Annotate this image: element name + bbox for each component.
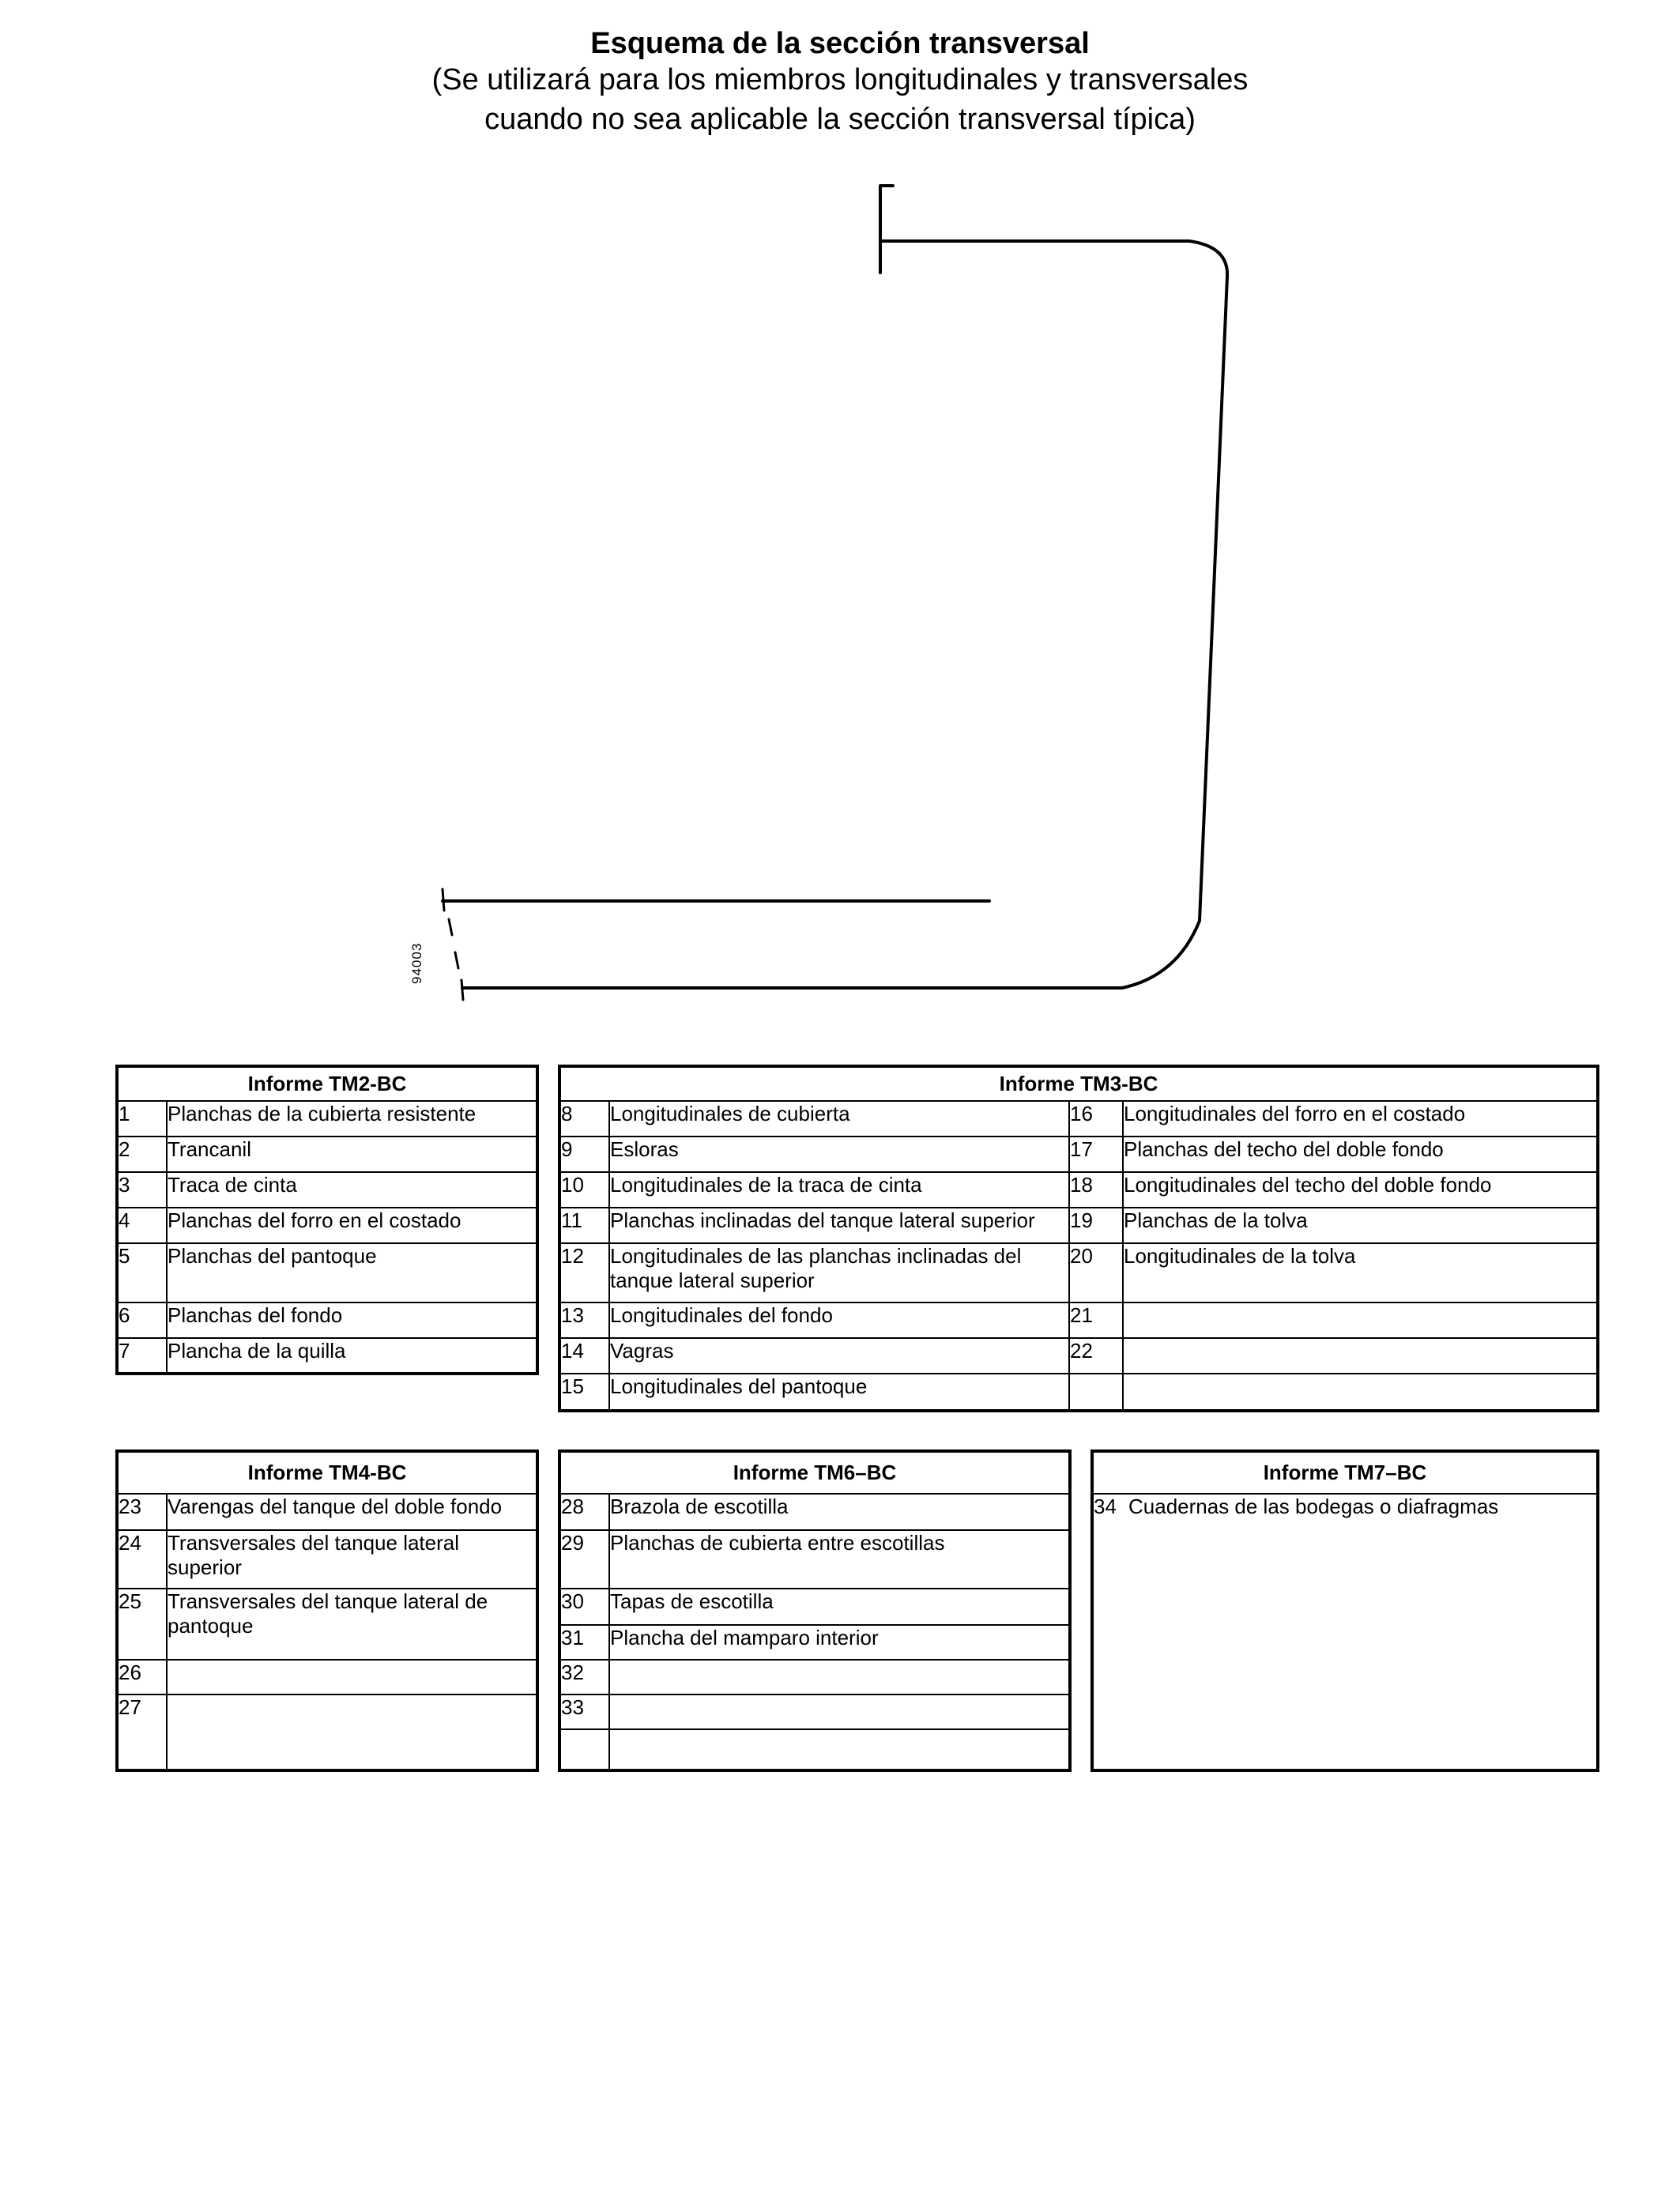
row-number: 34 bbox=[1094, 1495, 1117, 1518]
row-number bbox=[1069, 1374, 1123, 1411]
row-text: Transversales del tanque lateral de pantoque bbox=[167, 1589, 537, 1660]
table-row bbox=[559, 1660, 1070, 1695]
row-number: 33 bbox=[559, 1695, 609, 1729]
row-text bbox=[1123, 1338, 1598, 1374]
table-tm6 bbox=[558, 1449, 1072, 1772]
table-row bbox=[559, 1729, 1070, 1770]
row-text: Trancanil bbox=[167, 1137, 537, 1172]
table-tm4 bbox=[115, 1449, 539, 1772]
row-number: 28 bbox=[559, 1494, 609, 1530]
row-number: 1 bbox=[117, 1101, 167, 1137]
page-subtitle-line2: cuando no sea aplicable la sección transversal típica) bbox=[484, 103, 1196, 136]
row-text: Planchas del pantoque bbox=[167, 1243, 537, 1302]
table-row bbox=[117, 1338, 537, 1374]
row-text bbox=[167, 1695, 537, 1770]
deck-end-bar bbox=[880, 186, 893, 273]
row-text: Planchas de la cubierta resistente bbox=[167, 1101, 537, 1137]
table-row bbox=[117, 1589, 537, 1660]
table-row bbox=[559, 1243, 1598, 1302]
figure-label: 94003 bbox=[409, 942, 424, 984]
row-number: 30 bbox=[559, 1589, 609, 1625]
row-number: 22 bbox=[1069, 1338, 1123, 1374]
table-row bbox=[117, 1494, 537, 1530]
table-row bbox=[117, 1172, 537, 1208]
table-row bbox=[117, 1101, 537, 1137]
table-row bbox=[559, 1137, 1598, 1172]
row-text bbox=[609, 1729, 1070, 1770]
row-number: 23 bbox=[117, 1494, 167, 1530]
row-number: 10 bbox=[559, 1172, 609, 1208]
table-row bbox=[117, 1695, 537, 1770]
row-text bbox=[609, 1695, 1070, 1729]
table-row bbox=[117, 1243, 537, 1302]
bottom-end-tick bbox=[461, 980, 463, 1000]
table-row bbox=[117, 1302, 537, 1338]
row-number: 14 bbox=[559, 1338, 609, 1374]
row-text: Planchas del forro en el costado bbox=[167, 1208, 537, 1243]
row-text: Cuadernas de las bodegas o diafragmas bbox=[1128, 1495, 1499, 1518]
row-text: Longitudinales de las planchas inclinadas del tanque lateral superior bbox=[609, 1243, 1069, 1302]
row-number: 27 bbox=[117, 1695, 167, 1770]
row-text: Planchas de la tolva bbox=[1123, 1208, 1598, 1243]
row-number: 13 bbox=[559, 1302, 609, 1338]
break-mark-1 bbox=[449, 919, 452, 935]
table-row bbox=[559, 1302, 1598, 1338]
row-text: Plancha del mamparo interior bbox=[609, 1625, 1070, 1660]
row-number: 3 bbox=[117, 1172, 167, 1208]
row-text bbox=[1123, 1374, 1598, 1411]
row-text bbox=[1123, 1302, 1598, 1338]
inner-bottom-end-tick bbox=[443, 889, 444, 910]
table-row bbox=[559, 1530, 1070, 1589]
row-text: Transversales del tanque lateral superior bbox=[167, 1530, 537, 1589]
table-tm7 bbox=[1090, 1449, 1599, 1772]
row-number: 6 bbox=[117, 1302, 167, 1338]
row-number: 21 bbox=[1069, 1302, 1123, 1338]
table-row bbox=[559, 1374, 1598, 1411]
table-title: Informe TM3-BC bbox=[559, 1066, 1598, 1101]
row-text bbox=[609, 1660, 1070, 1695]
table-row bbox=[559, 1695, 1070, 1729]
table-tm2 bbox=[115, 1065, 539, 1375]
row-number: 29 bbox=[559, 1530, 609, 1589]
table-row bbox=[117, 1530, 537, 1589]
table-row bbox=[559, 1589, 1070, 1625]
page-title: Esquema de la sección transversal bbox=[590, 27, 1090, 60]
row-text: Longitudinales de la traca de cinta bbox=[609, 1172, 1069, 1208]
row-number: 5 bbox=[117, 1243, 167, 1302]
row-number: 8 bbox=[559, 1101, 609, 1137]
row-text: Longitudinales de cubierta bbox=[609, 1101, 1069, 1137]
table-row bbox=[559, 1625, 1070, 1660]
row-number: 15 bbox=[559, 1374, 609, 1411]
row-number: 20 bbox=[1069, 1243, 1123, 1302]
row-number: 12 bbox=[559, 1243, 609, 1302]
row-number: 31 bbox=[559, 1625, 609, 1660]
tm7-entry bbox=[1092, 1494, 1598, 1770]
row-text: Longitudinales del techo del doble fondo bbox=[1123, 1172, 1598, 1208]
table-row bbox=[559, 1172, 1598, 1208]
row-text: Planchas del fondo bbox=[167, 1302, 537, 1338]
row-text: Planchas inclinadas del tanque lateral superior bbox=[609, 1208, 1069, 1243]
table-row bbox=[117, 1660, 537, 1695]
row-number: 9 bbox=[559, 1137, 609, 1172]
cross-section-sketch bbox=[0, 0, 1680, 1027]
break-mark-2 bbox=[455, 952, 458, 968]
table-title: Informe TM7–BC bbox=[1092, 1451, 1598, 1494]
table-row bbox=[117, 1208, 537, 1243]
row-text: Longitudinales del fondo bbox=[609, 1302, 1069, 1338]
row-text: Longitudinales de la tolva bbox=[1123, 1243, 1598, 1302]
row-number: 7 bbox=[117, 1338, 167, 1374]
row-text: Brazola de escotilla bbox=[609, 1494, 1070, 1530]
row-text: Longitudinales del forro en el costado bbox=[1123, 1101, 1598, 1137]
row-number: 2 bbox=[117, 1137, 167, 1172]
row-text: Tapas de escotilla bbox=[609, 1589, 1070, 1625]
row-number: 18 bbox=[1069, 1172, 1123, 1208]
row-number: 4 bbox=[117, 1208, 167, 1243]
row-number: 24 bbox=[117, 1530, 167, 1589]
table-title: Informe TM4-BC bbox=[117, 1451, 537, 1494]
row-text: Esloras bbox=[609, 1137, 1069, 1172]
row-text: Plancha de la quilla bbox=[167, 1338, 537, 1374]
hull-outline bbox=[462, 241, 1227, 988]
row-text: Planchas de cubierta entre escotillas bbox=[609, 1530, 1070, 1589]
row-number: 25 bbox=[117, 1589, 167, 1660]
table-row bbox=[117, 1137, 537, 1172]
table-row bbox=[559, 1101, 1598, 1137]
table-row bbox=[559, 1494, 1070, 1530]
row-text bbox=[167, 1660, 537, 1695]
table-row bbox=[559, 1338, 1598, 1374]
row-text: Varengas del tanque del doble fondo bbox=[167, 1494, 537, 1530]
row-number: 32 bbox=[559, 1660, 609, 1695]
row-text: Planchas del techo del doble fondo bbox=[1123, 1137, 1598, 1172]
table-title: Informe TM2-BC bbox=[117, 1066, 537, 1101]
row-number: 26 bbox=[117, 1660, 167, 1695]
row-text: Longitudinales del pantoque bbox=[609, 1374, 1069, 1411]
row-number: 17 bbox=[1069, 1137, 1123, 1172]
row-text: Vagras bbox=[609, 1338, 1069, 1374]
table-row bbox=[1092, 1494, 1598, 1770]
page-subtitle-line1: (Se utilizará para los miembros longitudinales y transversales bbox=[431, 63, 1249, 96]
row-number: 19 bbox=[1069, 1208, 1123, 1243]
row-text: Traca de cinta bbox=[167, 1172, 537, 1208]
row-number: 16 bbox=[1069, 1101, 1123, 1137]
row-number: 11 bbox=[559, 1208, 609, 1243]
table-tm3 bbox=[558, 1065, 1599, 1412]
table-row bbox=[559, 1208, 1598, 1243]
table-title: Informe TM6–BC bbox=[559, 1451, 1070, 1494]
row-number bbox=[559, 1729, 609, 1770]
